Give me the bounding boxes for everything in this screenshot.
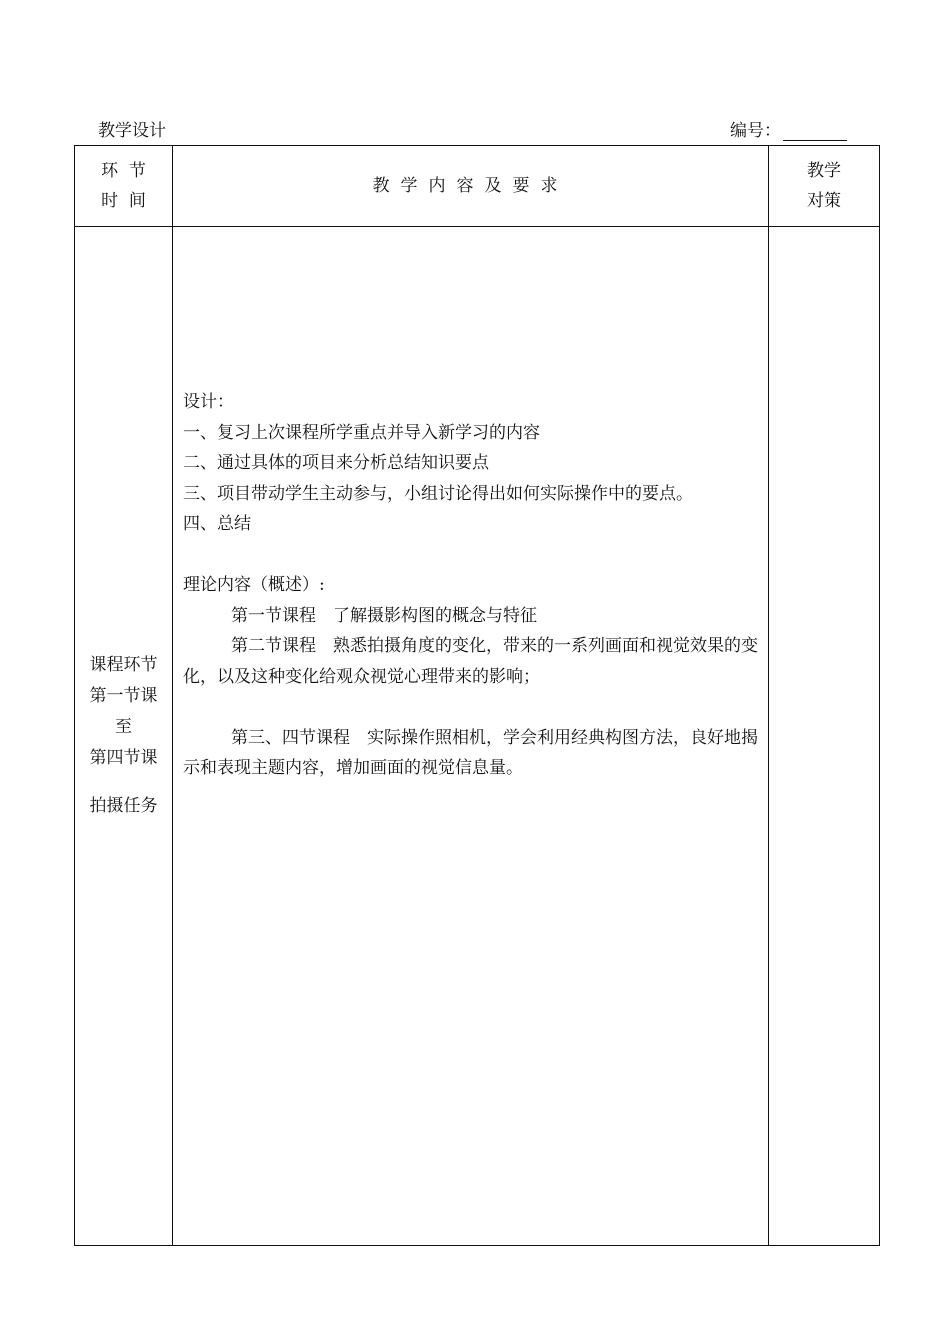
- document-title: 教学设计: [98, 121, 166, 141]
- spacer: [183, 692, 760, 723]
- lesson-3-4-text: 第三、四节课程 实际操作照相机，学会利用经典构图方法，良好地揭示和表现主题内容，增加画面的视觉信息量。: [183, 727, 758, 778]
- header-teaching-strategy: [769, 146, 880, 227]
- lesson-1-text: 第一节课程 了解摄影构图的概念与特征: [231, 605, 537, 626]
- header-content-requirements: [173, 146, 769, 227]
- lesson-design-table: [74, 145, 880, 1246]
- stage-line: 第四节课: [89, 748, 158, 768]
- table-body-row: [75, 227, 880, 1246]
- header-stage-time: [75, 146, 173, 227]
- lesson-2-text: 第二节课程 熟悉拍摄角度的变化，带来的一系列画面和视觉效果的变化，以及这种变化给观众视觉心理带来的影响；: [183, 636, 758, 687]
- content-cell: [173, 227, 769, 1246]
- serial-number-blank: [783, 121, 847, 141]
- design-item: 三、项目带动学生主动参与，小组讨论得出如何实际操作中的要点。: [183, 483, 693, 504]
- stage-line: 课程环节: [89, 655, 158, 675]
- design-item: 一、复习上次课程所学重点并导入新学习的内容: [183, 422, 540, 443]
- strategy-cell: [769, 227, 880, 1246]
- stage-time-cell: [75, 227, 173, 1246]
- content-block: [183, 387, 760, 784]
- theory-label: 理论内容（概述）:: [183, 575, 325, 595]
- serial-number-field: [730, 116, 847, 141]
- stage-spacer: [75, 774, 172, 791]
- stage-task: 拍摄任务: [89, 796, 158, 816]
- stage-line: 至: [115, 717, 132, 737]
- table-header-row: [75, 146, 880, 227]
- serial-number-label: 编号：: [730, 121, 781, 141]
- header-time-label: 时 间: [101, 191, 146, 211]
- spacer: [183, 540, 760, 571]
- stage-line: 第一节课: [89, 686, 158, 706]
- design-item: 二、通过具体的项目来分析总结知识要点: [183, 453, 489, 473]
- header-stage-label: 环 节: [101, 161, 146, 181]
- design-item: 四、总结: [183, 514, 251, 534]
- header-strategy-line1: 教学: [807, 161, 841, 181]
- design-label: 设计：: [183, 392, 234, 412]
- header-strategy-line2: 对策: [807, 191, 841, 211]
- header-content-label: 教学内容及要求: [372, 176, 569, 196]
